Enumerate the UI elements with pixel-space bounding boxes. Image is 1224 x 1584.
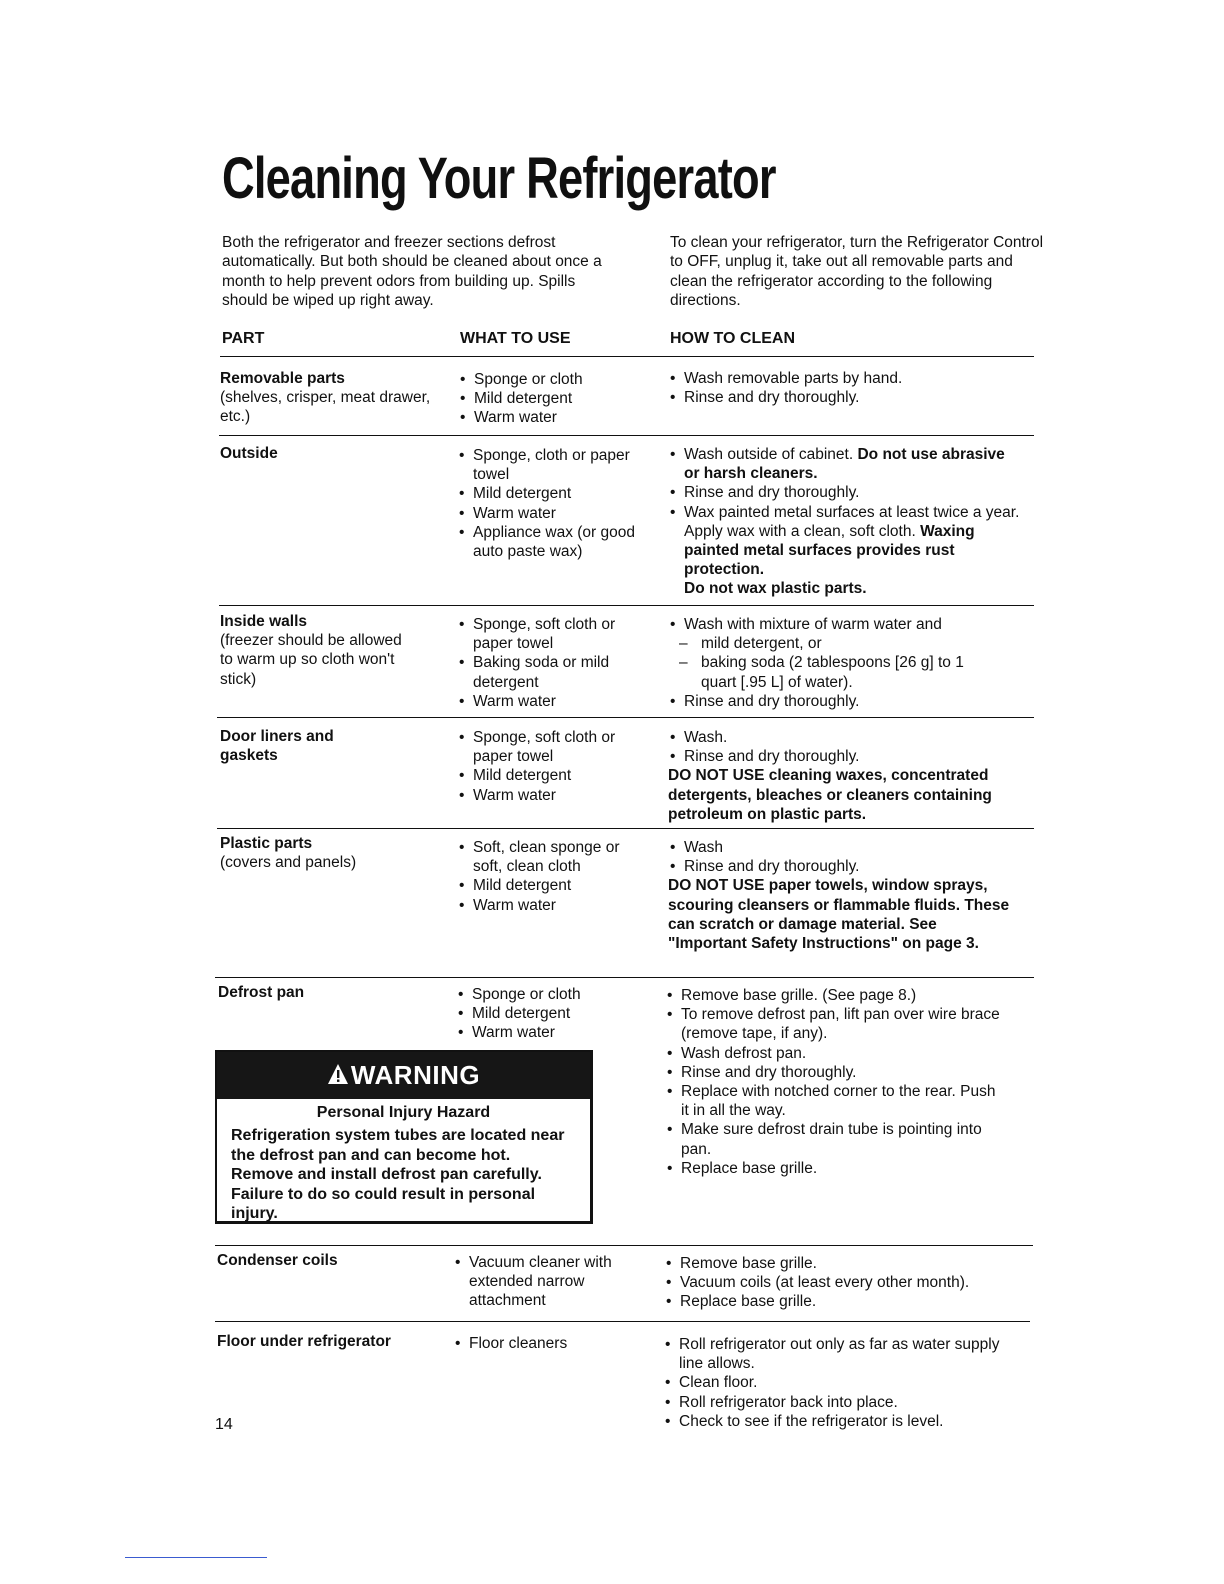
list-item: – mild detergent, or <box>679 635 822 653</box>
list-item: • Check to see if the refrigerator is level. <box>665 1412 944 1430</box>
page-number: 14 <box>215 1416 233 1433</box>
how-inside <box>667 615 1022 711</box>
part-plastic <box>220 834 420 872</box>
door-caution: DO NOT USE cleaning waxes, concentrated detergents, bleaches or cleaners containing petroleum on plastic parts. <box>668 767 992 823</box>
how-floor <box>662 1335 1007 1431</box>
list-item: • Soft, clean sponge or soft, clean cloth <box>459 839 620 876</box>
list-item: • Sponge or cloth <box>458 986 581 1003</box>
header-rule <box>220 356 1034 357</box>
row-rule <box>219 435 1034 436</box>
intro-left: Both the refrigerator and freezer sections defrost automatically. But both should be cleaned about once a month to help prevent odors from building up. Spills should be wiped up right away. <box>222 234 602 310</box>
list-item: • Replace base grille. <box>667 1159 818 1177</box>
part-condenser <box>217 1251 417 1270</box>
part-removable <box>220 369 440 427</box>
list-item: • Mild detergent <box>460 390 573 408</box>
list-item: • Mild detergent <box>458 1005 571 1023</box>
what-inside <box>456 615 646 711</box>
list-item: • Replace with notched corner to the rear. Push it in all the way. <box>667 1083 996 1120</box>
part-note: (covers and panels) <box>220 854 357 872</box>
part-label: Inside walls <box>220 613 308 630</box>
header-part: PART <box>222 330 265 347</box>
part-outside <box>220 444 440 463</box>
what-removable <box>457 370 647 428</box>
list-item: • Wash outside of cabinet. Do not use abrasive or harsh cleaners. <box>670 446 1005 483</box>
how-door <box>667 728 1012 824</box>
list-item: • Warm water <box>459 786 556 804</box>
list-item: • Mild detergent <box>459 877 572 895</box>
list-item: • To remove defrost pan, lift pan over wire brace (remove tape, if any). <box>667 1006 1000 1043</box>
what-door <box>456 728 646 805</box>
what-floor <box>452 1334 642 1353</box>
row-rule <box>217 717 1034 718</box>
warning-triangle-icon <box>327 1053 349 1100</box>
part-door <box>220 727 390 765</box>
list-item: • Warm water <box>459 504 556 522</box>
list-item: • Vacuum coils (at least every other month). <box>666 1274 970 1292</box>
warning-title: WARNING <box>350 1060 481 1090</box>
part-defrost <box>218 983 418 1002</box>
intro-right: To clean your refrigerator, turn the Refrigerator Control to OFF, unplug it, take out all removable parts and clean the refrigerator according to the following directions. <box>670 234 1044 310</box>
part-label: Door liners and gaskets <box>220 728 334 765</box>
part-inside <box>220 612 410 689</box>
warning-text: Refrigeration system tubes are located near the defrost pan and can become hot. Remove and install defrost pan carefully. Failure to do so could result in personal injury. <box>231 1127 565 1223</box>
row-rule <box>219 605 1034 606</box>
what-outside <box>456 446 656 561</box>
list-item: • Remove base grille. (See page 8.) <box>667 987 917 1004</box>
list-item: • Warm water <box>459 692 556 710</box>
how-defrost <box>664 986 1004 1178</box>
plastic-caution: DO NOT USE paper towels, window sprays, scouring cleansers or flammable fluids. These can scratch or damage material. See "Important Safety Instructions" on page 3. <box>668 877 1010 953</box>
part-label: Plastic parts <box>220 835 313 852</box>
list-item: • Warm water <box>460 409 557 427</box>
part-label: Floor under refrigerator <box>217 1333 391 1350</box>
list-item: – baking soda (2 tablespoons [26 g] to 1 quart [.95 L] of water). <box>679 654 964 691</box>
how-removable <box>667 369 1027 407</box>
what-defrost <box>455 985 645 1043</box>
list-item: • Vacuum cleaner with extended narrow attachment <box>455 1254 612 1310</box>
list-item: • Sponge, soft cloth or paper towel <box>459 616 616 653</box>
warning-subtitle: Personal Injury Hazard <box>316 1104 491 1121</box>
list-item: • Warm water <box>459 896 556 914</box>
list-item: • Wash <box>670 839 724 856</box>
list-item: • Sponge, soft cloth or paper towel <box>459 729 616 766</box>
warning-header <box>217 1052 590 1099</box>
how-condenser <box>663 1254 1023 1312</box>
part-label: Defrost pan <box>218 984 305 1001</box>
list-item: • Wash removable parts by hand. <box>670 370 903 387</box>
list-item: • Wash with mixture of warm water and <box>670 616 942 633</box>
list-item: • Mild detergent <box>459 767 572 785</box>
part-label: Outside <box>220 445 278 462</box>
list-item: • Roll refrigerator out only as far as water supply line allows. <box>665 1336 1000 1373</box>
list-item: • Remove base grille. <box>666 1255 817 1272</box>
part-floor <box>217 1332 447 1351</box>
page-title: Cleaning Your Refrigerator <box>222 146 776 211</box>
part-note: (shelves, crisper, meat drawer, etc.) <box>220 389 431 426</box>
header-how: HOW TO CLEAN <box>670 330 796 347</box>
row-rule <box>217 828 1034 829</box>
list-item: • Rinse and dry thoroughly. <box>670 389 860 407</box>
list-item: • Appliance wax (or good auto paste wax) <box>459 523 635 561</box>
list-item: • Rinse and dry thoroughly. <box>670 748 860 766</box>
how-plastic <box>667 838 1012 953</box>
list-item: • Sponge, cloth or paper towel <box>459 447 630 484</box>
warning-box <box>215 1050 593 1224</box>
list-item: • Wash. <box>670 729 728 746</box>
list-item: • Rinse and dry thoroughly. <box>670 484 860 502</box>
list-item: • Rinse and dry thoroughly. <box>670 692 860 710</box>
list-item: • Baking soda or mild detergent <box>459 654 610 691</box>
list-item: • Rinse and dry thoroughly. <box>670 858 860 876</box>
list-item: • Mild detergent <box>459 485 572 503</box>
part-label: Condenser coils <box>217 1252 338 1269</box>
list-item: • Warm water <box>458 1024 555 1042</box>
part-label: Removable parts <box>220 370 345 387</box>
row-rule <box>215 977 1034 978</box>
list-item: • Clean floor. <box>665 1374 758 1392</box>
what-plastic <box>456 838 646 915</box>
list-item: • Wax painted metal surfaces at least twice a year. Apply wax with a clean, soft cloth. Waxing painted metal surfaces provides rust protection. Do not wax plastic parts. <box>670 503 1020 598</box>
row-rule <box>215 1245 1033 1246</box>
header-what: WHAT TO USE <box>460 330 571 347</box>
list-item: • Sponge or cloth <box>460 371 583 388</box>
list-item: • Make sure defrost drain tube is pointing into pan. <box>667 1121 982 1158</box>
part-note: (freezer should be allowed to warm up so cloth won't stick) <box>220 632 402 688</box>
list-item: • Rinse and dry thoroughly. <box>667 1063 857 1081</box>
list-item: • Floor cleaners <box>455 1335 568 1352</box>
list-item: • Wash defrost pan. <box>667 1044 807 1062</box>
what-condenser <box>452 1253 652 1311</box>
list-item: • Replace base grille. <box>666 1293 817 1311</box>
row-rule <box>215 1321 1030 1322</box>
how-outside <box>667 445 1022 599</box>
list-item: • Roll refrigerator back into place. <box>665 1393 898 1411</box>
footer-divider <box>125 1557 267 1558</box>
